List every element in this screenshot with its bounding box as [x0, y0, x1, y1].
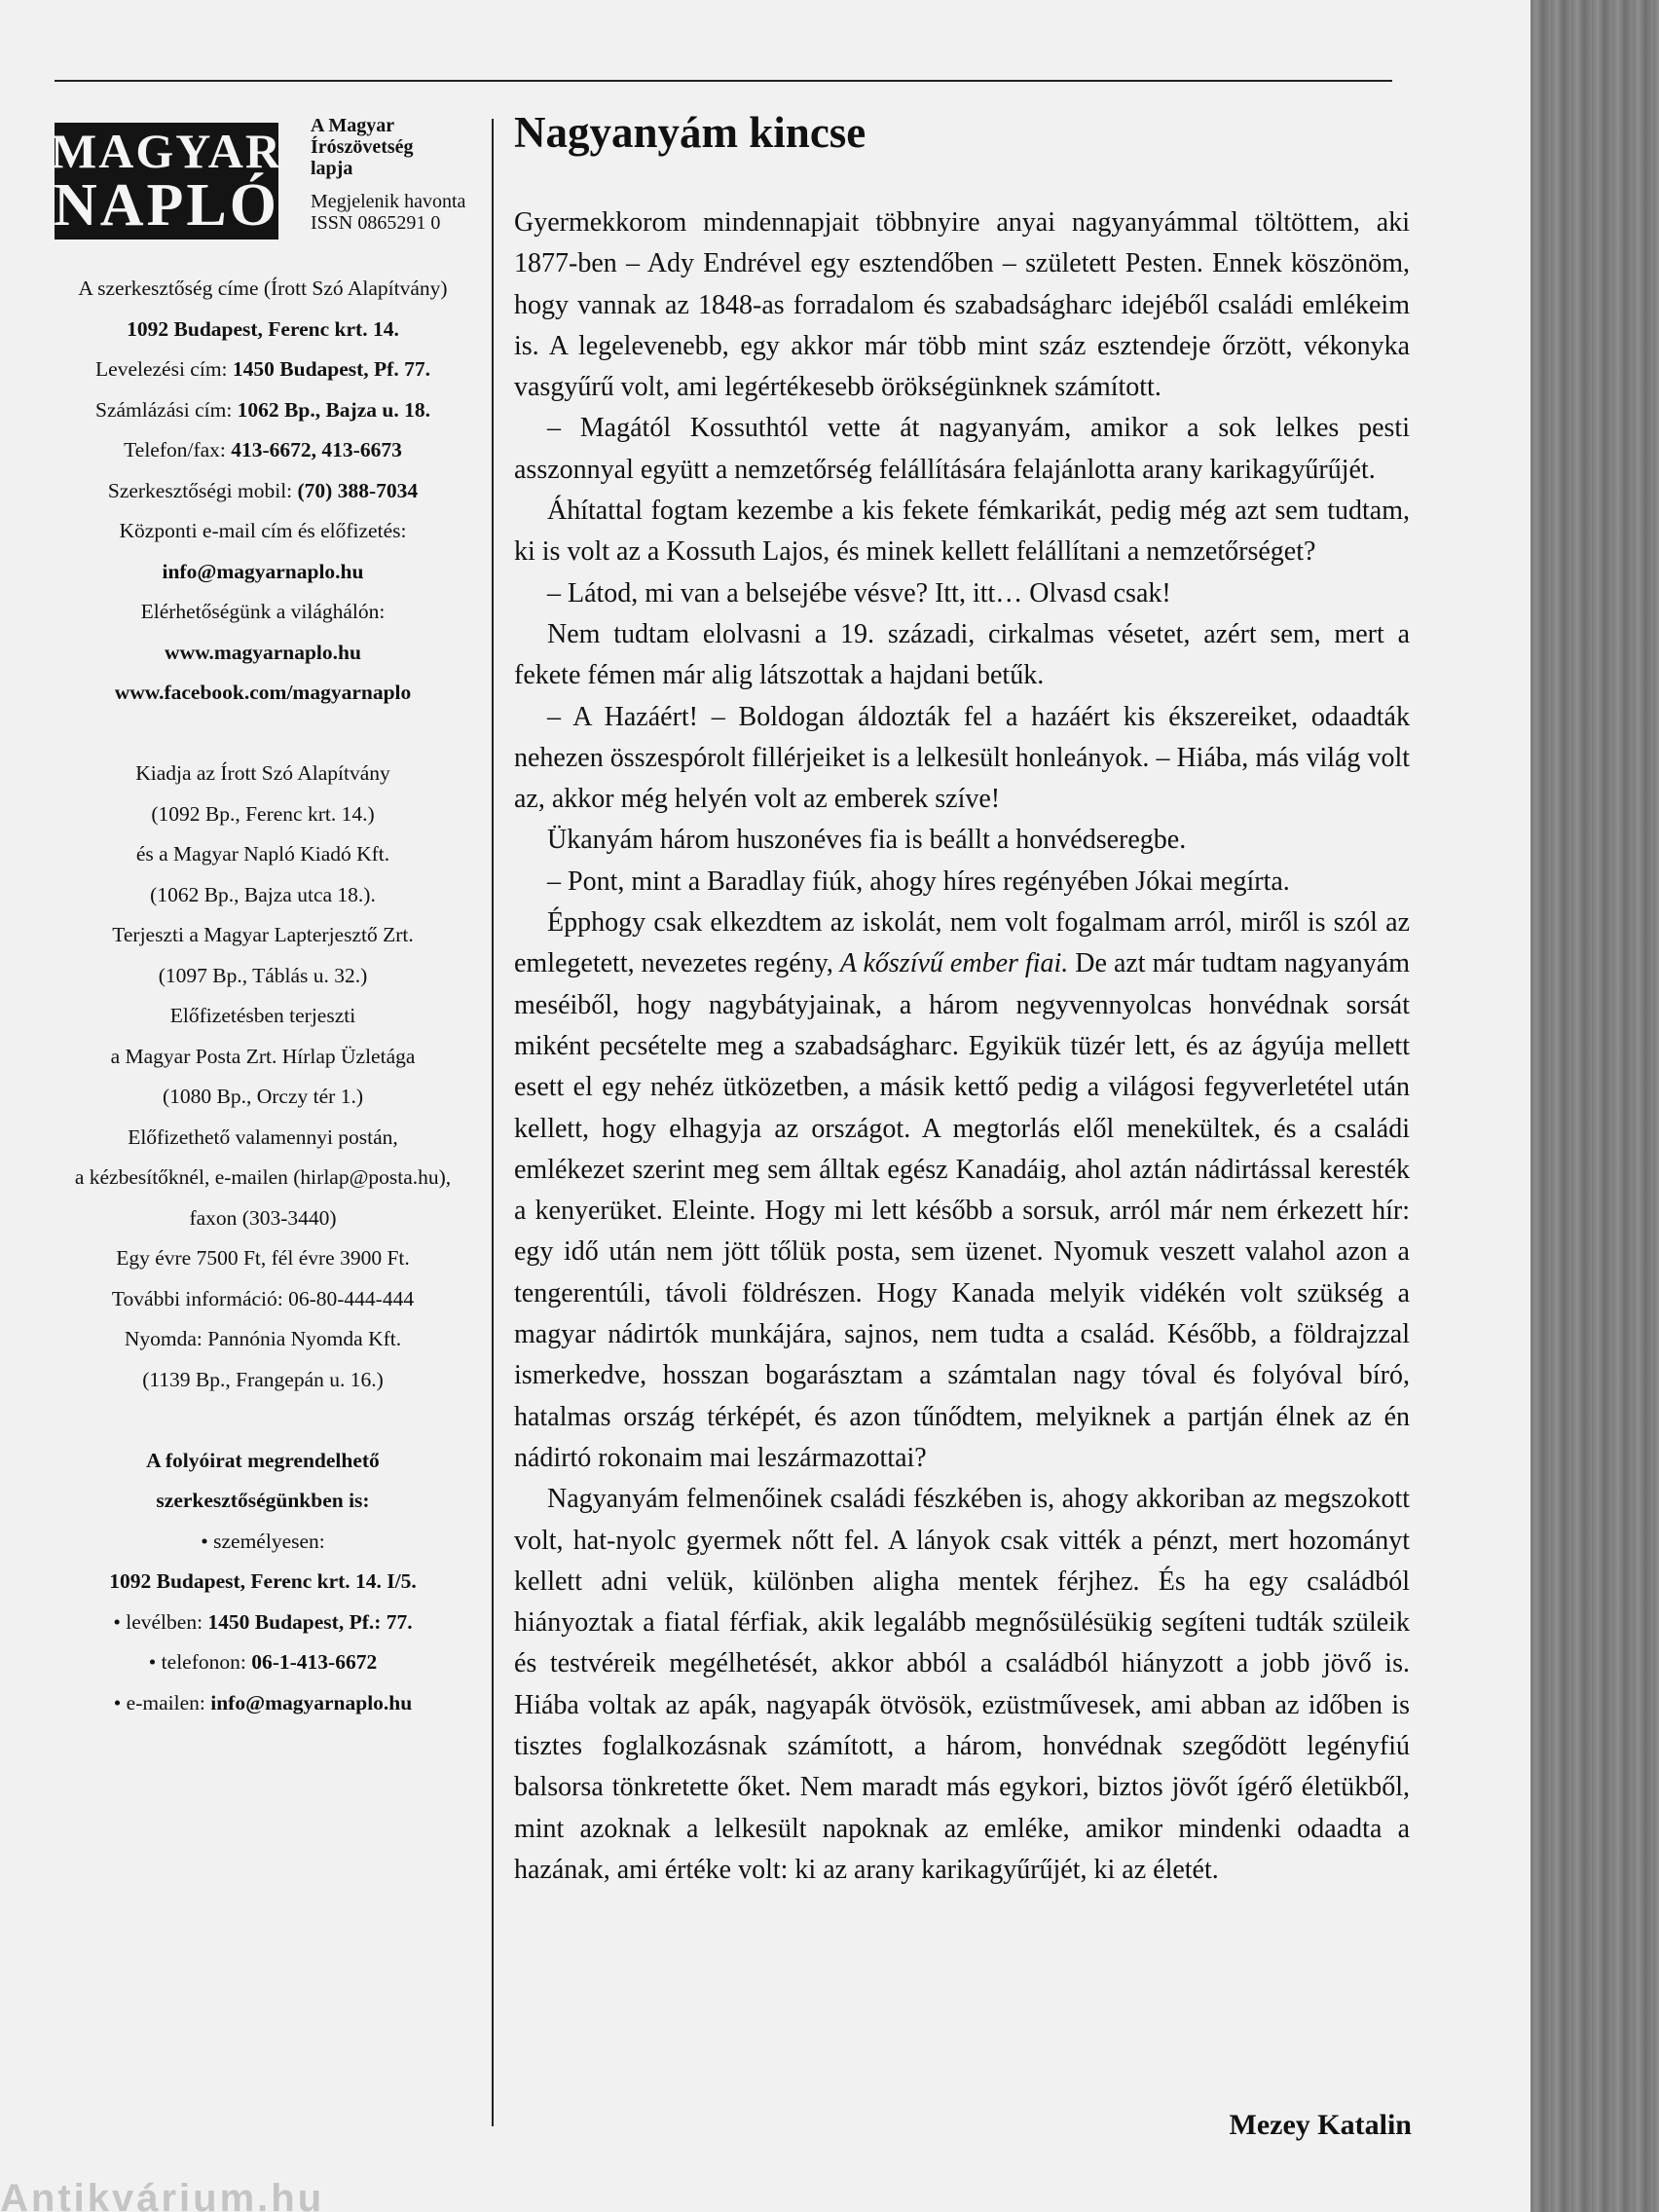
novel-title: A kőszívű ember fiai. — [839, 948, 1069, 979]
column-divider — [492, 119, 494, 2126]
article-paragraph: – Magától Kossuthtól vette át nagyanyám, amikor a sok lelkes pesti asszonnyal együtt a nemzetőrség felállítására felajánlotta arany karikagyűrűjét. — [514, 413, 1410, 485]
order-personal-label: • személyesen: — [201, 1529, 325, 1553]
article-paragraph: – Látod, mi van a belsejébe vésve? Itt, itt… Olvasd csak! — [547, 577, 1171, 608]
publisher-line: A Magyar — [311, 115, 395, 136]
article-paragraph: Áhítattal fogtam kezembe a kis fekete fémkarikát, pedig még azt sem tudtam, ki is volt az a Kossuth Lajos, és minek kellett felállítani a nemzetőrséget? — [514, 496, 1410, 568]
order-heading: szerkesztőségünkben is: — [156, 1489, 370, 1512]
editorial-info-column — [39, 269, 487, 1723]
publisher-line: (1139 Bp., Frangepán u. 16.) — [142, 1367, 384, 1391]
publisher-line: (1092 Bp., Ferenc krt. 14.) — [151, 801, 375, 826]
address: 1092 Budapest, Ferenc krt. 14. — [127, 316, 399, 341]
phone-fax: Telefon/fax: 413-6672, 413-6673 — [124, 438, 402, 461]
publisher-line: Terjeszti a Magyar Lapterjesztő Zrt. — [112, 923, 414, 946]
order-heading: A folyóirat megrendelhető — [146, 1448, 380, 1472]
top-rule — [55, 80, 1392, 82]
order-mail: • levélben: 1450 Budapest, Pf.: 77. — [113, 1609, 413, 1634]
article-paragraph: Ükanyám három huszonéves fia is beállt a honvédseregbe. — [547, 825, 1187, 856]
frequency: Megjelenik havonta — [311, 191, 466, 212]
magyar-naplo-logo — [51, 123, 282, 240]
facebook-link[interactable]: www.facebook.com/magyarnaplo — [114, 681, 412, 704]
publisher-line: lapja — [311, 158, 353, 179]
publisher-line: További információ: 06-80-444-444 — [111, 1286, 415, 1310]
publisher-line: Nyomda: Pannónia Nyomda Kft. — [124, 1327, 402, 1350]
web-heading: Elérhetőségünk a világhálón: — [140, 600, 386, 623]
article-paragraph: – Pont, mint a Baradlay fiúk, ahogy híres regényében Jókai megírta. — [547, 866, 1290, 897]
article-paragraph: Épphogy csak elkezdtem az iskolát, nem volt fogalmam arról, miről is szól az emlegetett, nevezetes regény, A kőszívű ember fiai. De azt már tudtam nagyanyám meséiből, hogy nagybátyjainak, a három negyvennyolcas honvédnak sorsát miként pecsételte meg a szabadságharc. Egyikük tüzér lett, és az ágyúja mellett esett el egy nehéz ütközetben, a másik kettő pedig a világosi fegyverletétel után kellett, hogy elhagyja az országot. A megtorlás elől menekültek, és a családi emlékezet szerint meg sem álltak egész Kanadáig, ahol aztán nádirtással keresték a kenyerüket. Eleinte. Hogy mi lett később a sorsuk, arról már nem érkezett hír: egy idő után nem jött tőlük posta, sem üzenet. Nyomuk veszett valahol azon a tengerentúli, távoli földrészen. Hogy Kanada melyik vidékén volt szükség a magyar nádirtók munkájára, sajnos, nem tudta a család. Később, a földrajzzal ismerkedve, hosszan bogarásztam a számtalan nagy tóval és folyóval bíró, hatalmas ország térképét, és azon tűnődtem, melyiknek a partján élnek az én nádirtó rokonaim mai leszármazottai? — [514, 907, 1411, 1473]
billing-address: Számlázási cím: 1062 Bp., Bajza u. 18. — [95, 397, 430, 422]
order-email: • e-mailen: info@magyarnaplo.hu — [113, 1690, 413, 1714]
page-edge-shadow — [1530, 0, 1659, 2212]
article-paragraph: – A Hazáért! – Boldogan áldozták fel a hazáért kis ékszereiket, odaadták nehezen összespórolt fillérjeiket is a lelkesült honleányok. – Hiába, más világ volt az, akkor még helyén volt az emberek szíve! — [514, 701, 1410, 815]
publisher-line: a Magyar Posta Zrt. Hírlap Üzletága — [110, 1044, 416, 1068]
email-link[interactable]: info@magyarnaplo.hu — [162, 559, 364, 583]
publisher-line: Írószövetség — [311, 136, 414, 158]
masthead-info — [311, 115, 486, 234]
email-heading: Központi e-mail cím és előfizetés: — [119, 519, 407, 542]
logo-line-1: MAGYAR — [51, 124, 282, 178]
article-body — [514, 203, 1410, 1891]
publisher-line: Előfizethető valamennyi postán, — [128, 1124, 398, 1149]
publisher-line: faxon (303-3440) — [189, 1205, 337, 1230]
publisher-line: (1080 Bp., Orczy tér 1.) — [163, 1085, 363, 1108]
article-paragraph: Nagyanyám felmenőinek családi fészkében is, ahogy akkoriban az megszokott volt, hat-nyolc gyermek nőtt fel. A lányok csak vitték a pénzt, mert hozományt kellett adni velük, különben aligha mentek férjhez. És ha egy családból hiányoztak a fiatal férfiak, akik legalább megnősülésükig segíteni tudták szüleik és testvéreik megélhetését, akkor abból a családból hiányzott a jobb jövő is. Hiába voltak az apák, nagyapák ötvösök, ezüstművesek, ami abban az időben is tisztes foglalkozásnak számított, a három, honvédnak szegődött legényfiú balsorsa tönkretette őket. Nem maradt más egykori, biztos jövőt ígérő életükből, mint azoknak a lelkesült napoknak az emléke, amikor mindenki odaadta a hazának, ami értéke volt: ki az arany karikagyűrűjét, ki az életét. — [514, 1484, 1410, 1885]
publisher-line: Kiadja az Írott Szó Alapítvány — [135, 761, 390, 785]
order-personal-address: 1092 Budapest, Ferenc krt. 14. I/5. — [109, 1569, 417, 1593]
publisher-line: és a Magyar Napló Kiadó Kft. — [135, 842, 390, 866]
publisher-line: Egy évre 7500 Ft, fél évre 3900 Ft. — [116, 1246, 410, 1270]
article-title: Nagyanyám kincse — [514, 108, 866, 157]
article-paragraph: Gyermekkorom mindennapjait többnyire anyai nagyanyámmal töltöttem, aki 1877-ben – Ady Endrével egy esztendőben – született Pesten. Ennek köszönöm, hogy vannak az 1848-as forradalom és szabadságharc idejéből családi emlékeim is. A legelevenebb, egy akkor már több mint száz esztendeje őrzött, vékonyka vasgyűrű volt, ami legértékesebb örökségünknek számított. — [514, 207, 1410, 403]
address-heading: A szerkesztőség címe (Írott Szó Alapítvány) — [78, 276, 448, 300]
order-phone: • telefonon: 06-1-413-6672 — [148, 1650, 378, 1674]
logo-line-2: NAPLÓ — [54, 172, 279, 239]
issn: ISSN 0865291 0 — [311, 212, 441, 234]
watermark: Antikvárium.hu — [0, 2177, 325, 2212]
publisher-line: a kézbesítőknél, e-mailen (hirlap@posta.hu), — [74, 1165, 452, 1189]
article-paragraph: Nem tudtam elolvasni a 19. századi, cirkalmas vésetet, azért sem, mert a fekete fémen már alig látszottak a hajdani betűk. — [514, 618, 1410, 691]
website-link[interactable]: www.magyarnaplo.hu — [165, 640, 361, 664]
publisher-line: (1062 Bp., Bajza utca 18.). — [150, 882, 376, 906]
publisher-line: Előfizetésben terjeszti — [169, 1004, 356, 1027]
author-signature: Mezey Katalin — [1229, 2109, 1412, 2141]
postal-address: Levelezési cím: 1450 Budapest, Pf. 77. — [95, 357, 430, 381]
publisher-line: (1097 Bp., Táblás u. 32.) — [158, 963, 368, 987]
mobile: Szerkesztőségi mobil: (70) 388-7034 — [107, 478, 419, 502]
